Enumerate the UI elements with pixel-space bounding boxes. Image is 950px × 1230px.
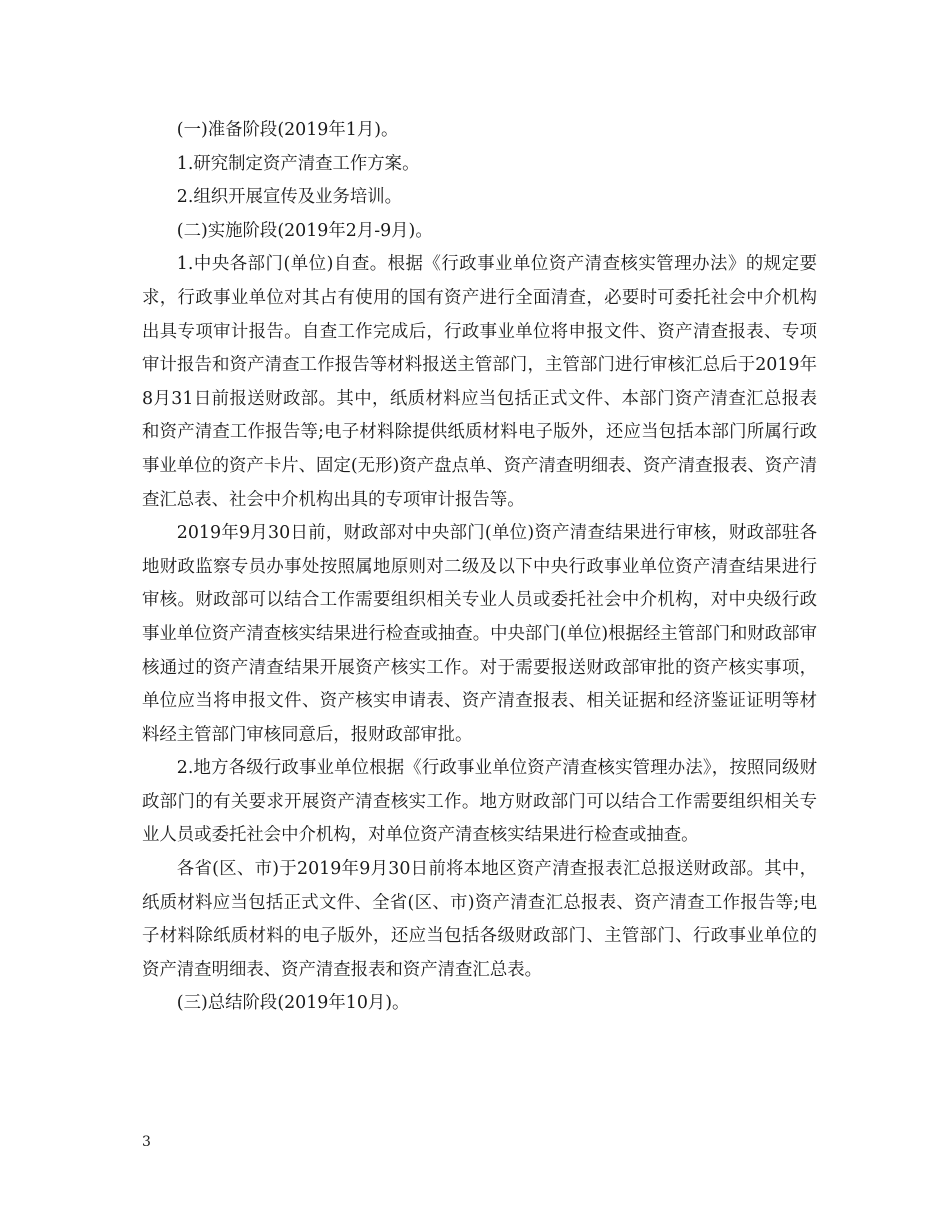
section-heading-implementation: (二)实施阶段(2019年2月-9月)。 bbox=[176, 220, 433, 241]
page-number: 3 bbox=[142, 1134, 151, 1150]
list-item-training: 2.组织开展宣传及业务培训。 bbox=[176, 187, 403, 208]
document-body bbox=[142, 114, 817, 1021]
paragraph-central-self-check: 1.中央各部门(单位)自查。根据《行政事业单位资产清查核实管理办法》的规定要求，行政事业单位对其占有使用的国有资产进行全面清查，必要时可委托社会中介机构出具专项审计报告。自查工作完成后，行政事业单位将申报文件、资产清查报表、专项审计报告和资产清查工作报告等材料报送主管部门，主管部门进行审核汇总后于2019年8月31日前报送财政部。其中，纸质材料应当包括正式文件、本部门资产清查汇总报表和资产清查工作报告等;电子材料除提供纸质材料电子版外，还应当包括本部门所属行政事业单位的资产卡片、固定(无形)资产盘点单、资产清查明细表、资产清查报表、资产清查汇总表、社会中介机构出具的专项审计报告等。 bbox=[142, 254, 817, 510]
paragraph-ministry-review: 2019年9月30日前，财政部对中央部门(单位)资产清查结果进行审核，财政部驻各地财政监察专员办事处按照属地原则对二级及以下中央行政事业单位资产清查结果进行审核。财政部可以结合工作需要组织相关专业人员或委托社会中介机构，对中央级行政事业单位资产清查核实结果进行检查或抽查。中央部门(单位)根据经主管部门和财政部审核通过的资产清查结果开展资产核实工作。对于需要报送财政部审批的资产核实事项，单位应当将申报文件、资产核实申请表、资产清查报表、相关证据和经济鉴证证明等材料经主管部门审核同意后，报财政部审批。 bbox=[142, 523, 817, 745]
paragraph-provinces-report: 各省(区、市)于2019年9月30日前将本地区资产清查报表汇总报送财政部。其中，纸质材料应当包括正式文件、全省(区、市)资产清查汇总报表、资产清查工作报告等;电子材料除纸质材料的电子版外，还应当包括各级财政部门、主管部门、行政事业单位的资产清查明细表、资产清查报表和资产清查汇总表。 bbox=[142, 859, 817, 980]
section-heading-preparation: (一)准备阶段(2019年1月)。 bbox=[176, 120, 399, 140]
section-heading-summary: (三)总结阶段(2019年10月)。 bbox=[176, 993, 410, 1014]
paragraph-local-units: 2.地方各级行政事业单位根据《行政事业单位资产清查核实管理办法》，按照同级财政部门的有关要求开展资产清查核实工作。地方财政部门可以结合工作需要组织相关专业人员或委托社会中介机构，对单位资产清查核实结果进行检查或抽查。 bbox=[142, 758, 817, 846]
list-item-plan: 1.研究制定资产清查工作方案。 bbox=[176, 153, 420, 174]
